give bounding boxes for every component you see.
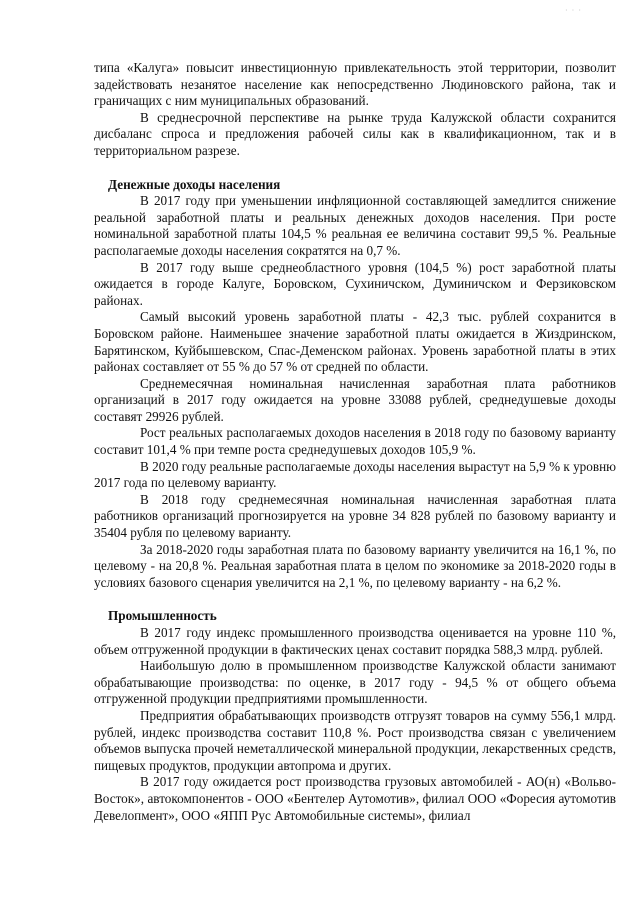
- income-paragraph-3: Самый высокий уровень заработной платы - 42,3 тыс. рублей сохранится в Боровском районе. Наименьшее значение заработной платы ожидается в Жиздринском, Барятинском, Куйбышевском, Спас-Деменском районах. Уровень заработной платы в этих районах составляет от 55 % до 57 % от средней по области.: [94, 309, 616, 375]
- industry-paragraph-2: Наибольшую долю в промышленном производстве Калужской области занимают обрабатывающие производства: по оценке, в 2017 году - 94,5 % от общего объема отгруженной продукции предприятиями промышленности.: [94, 658, 616, 707]
- intro-paragraph-2: В среднесрочной перспективе на рынке труда Калужской области сохранится дисбаланс спроса и предложения рабочей силы как в квалификационном, так и в территориальном разрезе.: [94, 109, 616, 158]
- income-paragraph-7: В 2018 году среднемесячная номинальная начисленная заработная плата работников организаций прогнозируется на уровне 34 828 рублей по базовому варианту и 35404 рубля по целевому варианту.: [94, 491, 616, 541]
- industry-paragraph-3: Предприятия обрабатывающих производств отгрузят товаров на сумму 556,1 млрд. рублей, индекс производства составит 110,8 %. Рост производства связан с увеличением объемов выпуска прочей неметаллической минеральной продукции, лекарственных средств, пищевых продуктов, продукции автопрома и других.: [94, 707, 616, 773]
- income-paragraph-2: В 2017 году выше среднеобластного уровня (104,5 %) рост заработной платы ожидается в городе Калуге, Боровском, Сухиничском, Думиничском и Ферзиковском районах.: [94, 259, 616, 308]
- header-marker: · · ·: [565, 6, 582, 15]
- industry-paragraph-4: В 2017 году ожидается рост производства грузовых автомобилей - АО(н) «Вольво-Восток», автокомпонентов - ООО «Бентелер Аутомотив», филиал ООО «Форесия аутомотив Девелопмент», ООО «ЯПП Рус Автомобильные системы», филиал: [94, 774, 616, 823]
- industry-heading: Промышленность: [108, 608, 217, 624]
- industry-paragraph-1: В 2017 году индекс промышленного производства оценивается на уровне 110 %, объем отгруженной продукции в фактических ценах составит порядка 588,3 млрд. рублей.: [94, 625, 616, 657]
- income-paragraph-5: Рост реальных располагаемых доходов населения в 2018 году по базовому варианту составит 101,4 % при темпе роста среднедушевых доходов 105,9 %.: [94, 425, 616, 458]
- income-paragraph-6: В 2020 году реальные располагаемые доходы населения вырастут на 5,9 % к уровню 2017 года по целевому варианту.: [94, 458, 616, 491]
- income-paragraph-4: Среднемесячная номинальная начисленная заработная плата работников организаций в 2017 году ожидается на уровне 33088 рублей, среднедушевые доходы составят 29926 рублей.: [94, 375, 616, 424]
- income-heading: Денежные доходы населения: [108, 176, 281, 192]
- intro-paragraph-1: типа «Калуга» повысит инвестиционную привлекательность этой территории, позволит задействовать незанятое население как непосредственно Людиновского района, так и граничащих с ним муниципальных образований.: [94, 60, 616, 109]
- income-paragraph-8: За 2018-2020 годы заработная плата по базовому варианту увеличится на 16,1 %, по целевому - на 20,8 %. Реальная заработная плата в целом по экономике за 2018-2020 годы в условиях базового сценария увеличится на 2,1 %, по целевому варианту - на 6,2 %.: [94, 541, 616, 590]
- income-paragraph-1: В 2017 году при уменьшении инфляционной составляющей замедлится снижение реальной заработной платы и реальных денежных доходов населения. При росте номинальной заработной платы 104,5 % реальная ее величина составит 99,5 %. Реальные располагаемые доходы населения сократятся на 0,7 %.: [94, 193, 616, 258]
